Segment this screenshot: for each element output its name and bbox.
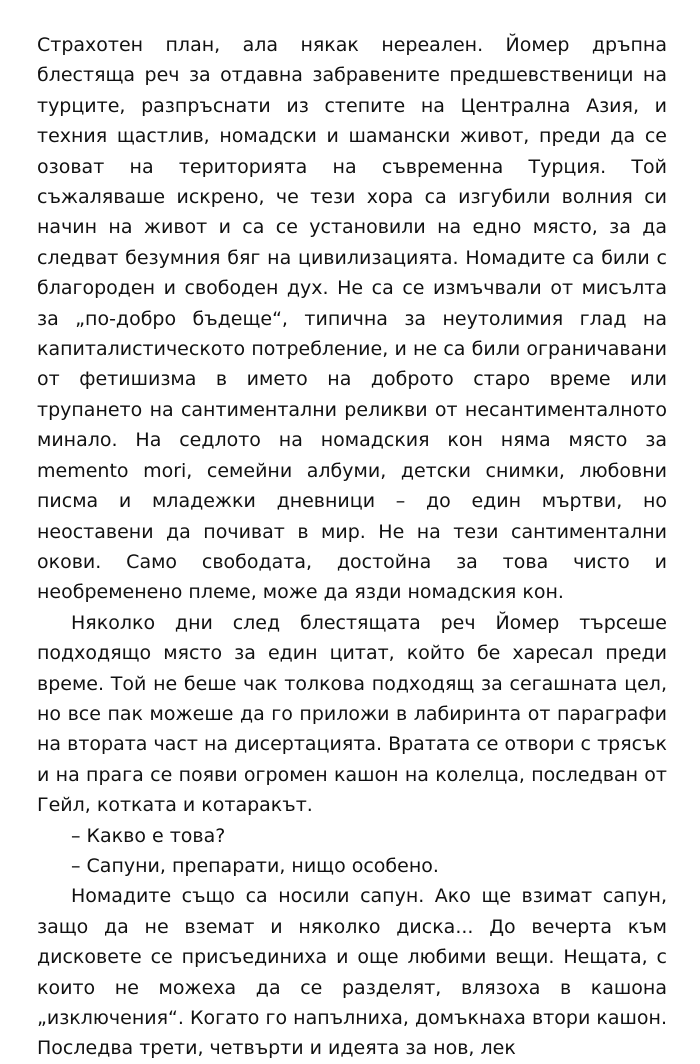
document-page [37, 30, 667, 1064]
dialog-line-question: – Какво е това? [71, 824, 226, 847]
paragraph-nomad-speech: Страхотен план, ала някак нереален. Йомер дръпна блестяща реч за отдавна забравените предшевственици на турците, разпръснати из степите на Централна Азия, и техния щастлив, номадски и шамански живот, преди да се озоват на територията на съвременна Турция. Той съжаляваше искрено, че тези хора са изгубили волния си начин на живот и са се установили на едно място, за да следват безумния бяг на цивилизацията. Номадите са били с благороден и свободен дух. Не са се измъчвали от мисълта за „по-добро бъдеще“, типична за неутолимия глад на капиталистическото потребление, и не са били ограничавани от фетишизма в името на доброто старо време или трупането на сантиментални реликви от несантименталното минало. На седлото на номадския кон няма място за memento mori, семейни албуми, детски снимки, любовни писма и младежки дневници – до един мъртви, но неоставени да почиват в мир. Не на тези сантиментални окови. Само свободата, достойна за това чисто и необременено племе, може да язди номадския кон. [37, 34, 667, 604]
paragraph-quote-search: Няколко дни след блестящата реч Йомер търсеше подходящо място за един цитат, който бе харесал преди време. Той не беше чак толкова подходящ за сегашната цел, но все пак можеше да го приложи в лабиринта от параграфи на втората част на дисертацията. Вратата се отвори с трясък и на прага се появи огромен кашон на колелца, последван от Гейл, котката и котаракът. [37, 611, 667, 817]
dialog-line-answer: – Сапуни, препарати, нищо особено. [71, 854, 439, 877]
paragraph-soap-boxes: Номадите също са носили сапун. Ако ще взимат сапун, защо да не вземат и няколко диска... До вечерта към дисковете се присъединиха и още любими вещи. Нещата, с които не можеха да се разделят, влязоха в кашона „изключения“. Когато го напълниха, домъкнаха втори кашон. Последва трети, четвърти и идеята за нов, лек [37, 885, 667, 1060]
